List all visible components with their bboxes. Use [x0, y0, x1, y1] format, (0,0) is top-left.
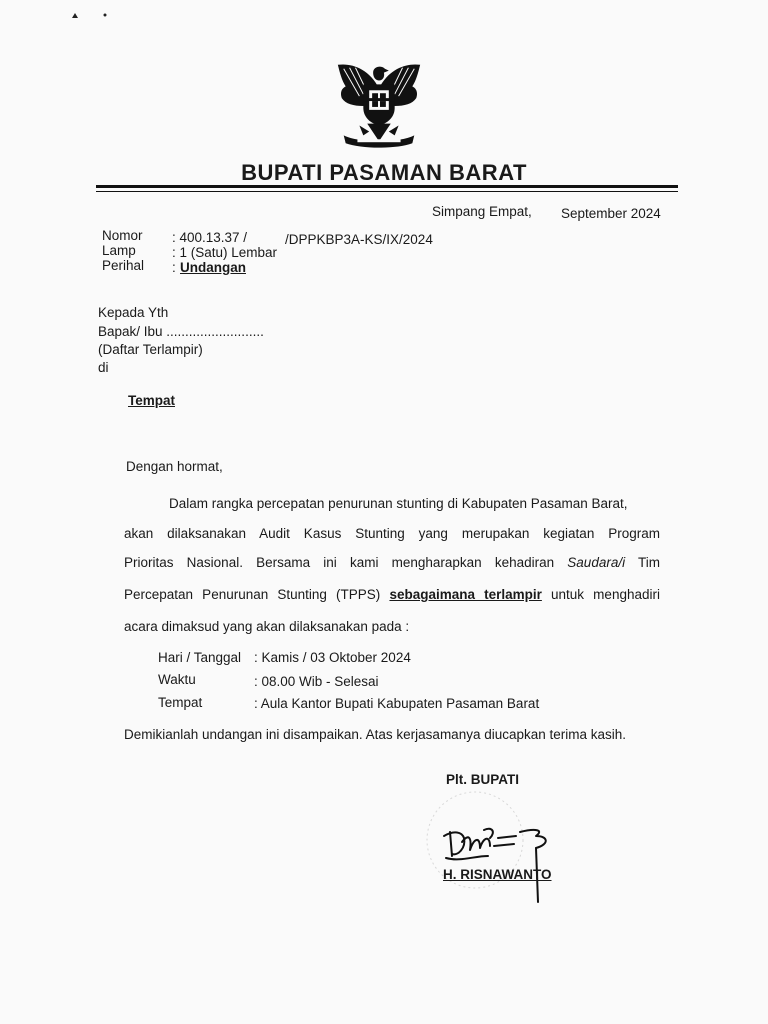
closing-sentence: Demikianlah undangan ini disampaikan. Atas kerjasamanya diucapkan terima kasih. [124, 727, 627, 742]
signatory-name: H. RISNAWANTO [443, 867, 552, 882]
paragraph-line-1: Dalam rangka percepatan penurunan stunting di Kabupaten Pasaman Barat, [169, 496, 628, 511]
paragraph-line-3b: Saudara/i [567, 555, 626, 570]
garuda-emblem-icon [330, 58, 428, 150]
lamp-label: Lamp [102, 243, 136, 258]
paragraph-line-4a: Percepatan Penurunan Stunting (TPPS) [124, 587, 390, 602]
recipient-line-4: di [98, 360, 109, 375]
recipient-line-1: Kepada Yth [98, 305, 169, 320]
nomor-value-prefix: : 400.13.37 / [172, 230, 248, 245]
header-rule-thin [96, 191, 678, 192]
paragraph-line-4 [124, 587, 660, 602]
handwritten-signature-icon [440, 822, 560, 904]
scan-marks [66, 10, 116, 22]
nomor-value-suffix: /DPPKBP3A-KS/IX/2024 [285, 232, 433, 247]
perihal-colon: : [172, 260, 176, 275]
perihal-value: Undangan [180, 260, 246, 275]
paragraph-line-5: acara dimaksud yang akan dilaksanakan pada : [124, 619, 410, 634]
lamp-value: : 1 (Satu) Lembar [172, 245, 278, 260]
recipient-place: Tempat [128, 393, 176, 408]
paragraph-line-3a: Prioritas Nasional. Bersama ini kami mengharapkan kehadiran [124, 555, 568, 570]
letter-date: September 2024 [561, 206, 661, 221]
letterhead-title: BUPATI PASAMAN BARAT [241, 160, 527, 185]
perihal-label: Perihal [102, 258, 145, 273]
greeting: Dengan hormat, [126, 459, 223, 474]
header-rule-thick [96, 185, 678, 188]
paragraph-line-3c: Tim [625, 555, 660, 570]
detail-value-date: : Kamis / 03 Oktober 2024 [254, 650, 411, 665]
detail-value-time: : 08.00 Wib - Selesai [254, 674, 379, 689]
paragraph-line-4c: untuk menghadiri [541, 587, 660, 602]
detail-label-place: Tempat [158, 695, 203, 710]
paragraph-line-4b: sebagaimana terlampir [389, 587, 542, 602]
nomor-label: Nomor [102, 228, 143, 243]
signature-position: Plt. BUPATI [446, 772, 519, 787]
paragraph-line-3 [124, 555, 660, 570]
recipient-line-3: (Daftar Terlampir) [98, 342, 203, 357]
detail-value-place: : Aula Kantor Bupati Kabupaten Pasaman Barat [254, 696, 540, 711]
detail-label-date: Hari / Tanggal [158, 650, 242, 665]
letter-place: Simpang Empat, [432, 204, 532, 219]
recipient-line-2: Bapak/ Ibu .......................... [98, 324, 264, 339]
paragraph-line-2: akan dilaksanakan Audit Kasus Stunting yang merupakan kegiatan Program [124, 526, 660, 541]
detail-label-time: Waktu [158, 672, 196, 687]
